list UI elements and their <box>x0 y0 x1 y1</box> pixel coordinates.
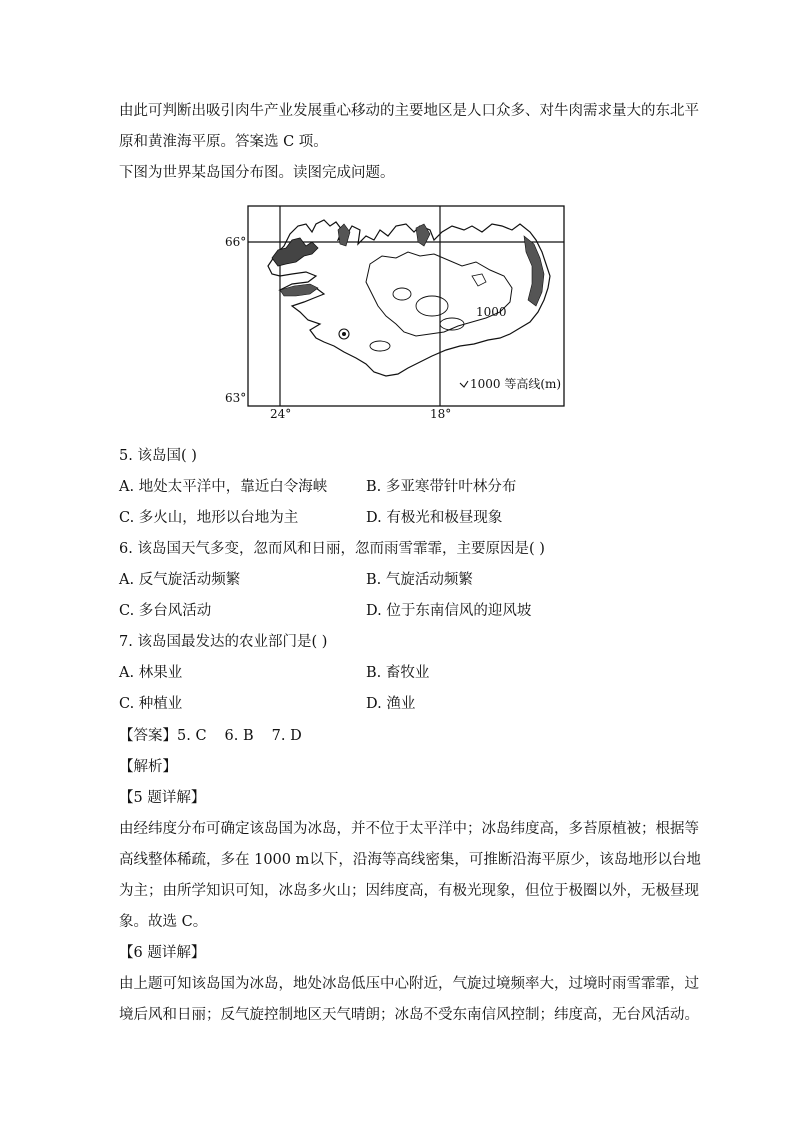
glacier-contour-2 <box>393 288 411 300</box>
q6-analysis-line-1: 由上题可知该岛国为冰岛，地处冰岛低压中心附近，气旋过境频率大，过境时雨雪霏霏，过 <box>119 976 699 992</box>
island-map-figure <box>220 196 580 418</box>
map-frame <box>248 206 564 406</box>
question-6-option-c: C. 多台风活动 <box>119 603 212 619</box>
q5-analysis-heading: 【5 题详解】 <box>119 790 206 806</box>
question-5-option-d: D. 有极光和极昼现象 <box>366 510 503 526</box>
legend-contour-symbol-icon <box>460 381 468 387</box>
answer-6: 6. B <box>224 728 254 744</box>
question-7-option-d: D. 渔业 <box>366 696 416 712</box>
q6-analysis-heading: 【6 题详解】 <box>119 945 206 961</box>
contour-value-label: 1000 <box>476 305 507 319</box>
analysis-heading: 【解析】 <box>119 759 177 775</box>
question-7-option-a: A. 林果业 <box>119 665 183 681</box>
capital-symbol-inner <box>342 332 346 336</box>
q5-analysis-line-4: 象。故选 C。 <box>119 914 208 930</box>
q6-analysis-line-2: 境后风和日丽；反气旋控制地区天气晴朗；冰岛不受东南信风控制；纬度高，无台风活动。 <box>119 1007 699 1023</box>
question-7-stem: 7. 该岛国最发达的农业部门是( ) <box>119 634 328 650</box>
q5-analysis-line-2: 高线整体稀疏，多在 1000 m以下，沿海等高线密集，可推断沿海平原少，该岛地形以台地 <box>119 852 701 868</box>
question-6-option-d: D. 位于东南信风的迎风坡 <box>366 603 532 619</box>
east-coast-contours <box>524 236 544 306</box>
answer-7: 7. D <box>271 728 302 744</box>
legend-text: 1000 等高线(m) <box>470 377 562 391</box>
answer-line <box>119 725 302 747</box>
question-7-option-b: B. 畜牧业 <box>366 665 430 681</box>
question-5-option-c: C. 多火山，地形以台地为主 <box>119 510 299 526</box>
intro-text-line-3: 下图为世界某岛国分布图。读图完成问题。 <box>119 165 395 181</box>
question-6-option-b: B. 气旋活动频繁 <box>366 572 473 588</box>
q5-analysis-line-3: 为主；由所学知识可知，冰岛多火山；因纬度高，有极光现象，但位于极圈以外，无极昼现 <box>119 883 699 899</box>
question-7-option-c: C. 种植业 <box>119 696 183 712</box>
glacier-contour-4 <box>370 341 390 351</box>
island-map-svg <box>220 196 580 418</box>
question-5-option-b: B. 多亚寒带针叶林分布 <box>366 479 517 495</box>
answer-label: 【答案】 <box>119 728 177 744</box>
latitude-66-label: 66° <box>225 235 247 249</box>
glacier-contour-1 <box>416 296 448 316</box>
longitude-24-label: 24° <box>270 407 292 418</box>
q5-analysis-line-1: 由经纬度分布可确定该岛国为冰岛，并不位于太平洋中；冰岛纬度高，多苔原植被；根据等 <box>119 821 699 837</box>
north-peninsula-2 <box>416 224 430 246</box>
intro-text-line-1: 由此可判断出吸引肉牛产业发展重心移动的主要地区是人口众多、对牛肉需求量大的东北平 <box>119 103 699 119</box>
question-5-stem: 5. 该岛国( ) <box>119 448 197 464</box>
latitude-63-label: 63° <box>225 391 247 405</box>
question-6-option-a: A. 反气旋活动频繁 <box>119 572 241 588</box>
answer-5: 5. C <box>177 728 207 744</box>
question-6-stem: 6. 该岛国天气多变，忽而风和日丽，忽而雨雪霏霏，主要原因是( ) <box>119 541 545 557</box>
glacier-contour-5 <box>472 274 486 286</box>
longitude-18-label: 18° <box>430 407 452 418</box>
intro-text-line-2: 原和黄淮海平原。答案选 C 项。 <box>119 134 328 150</box>
question-5-option-a: A. 地处太平洋中，靠近白令海峡 <box>119 479 328 495</box>
reykjanes-peninsula <box>280 284 318 296</box>
contour-1000m <box>366 252 512 336</box>
